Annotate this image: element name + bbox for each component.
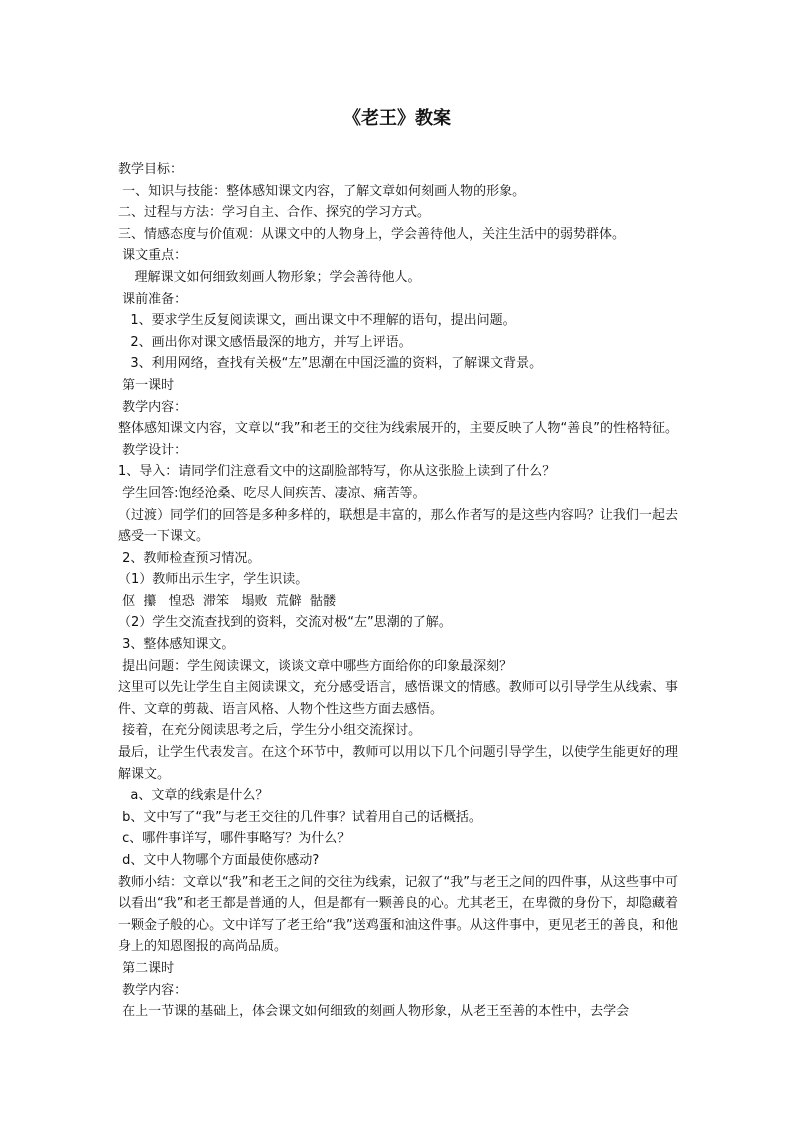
body-line: 2、教师检查预习情况。 (118, 550, 261, 566)
body-line: 教学内容： (118, 399, 188, 415)
body-line: 学生回答:饱经沧桑、吃尽人间疾苦、凄凉、痛苦等。 (118, 485, 426, 501)
body-line: c、哪件事详写，哪件事略写？为什么？ (118, 831, 351, 847)
body-line: 第一课时 (118, 377, 175, 393)
body-paragraph: 这里可以先让学生自主阅读课文，充分感受语言，感悟课文的情感。教师可以引导学生从线索、事件、文章的剪裁、语言风格、人物个性这些方面去感悟。 (118, 680, 678, 717)
body-line: 2、画出你对课文感悟最深的地方，并写上评语。 (118, 334, 412, 350)
body-line: 在上一节课的基础上，体会课文如何细致的刻画人物形象，从老王至善的本性中，去学会 (118, 1004, 630, 1020)
body-paragraph: 最后，让学生代表发言。在这个环节中，教师可以用以下几个问题引导学生，以使学生能更好的理解课文。 (118, 745, 678, 782)
body-paragraph: （过渡）同学们的回答是多种多样的，联想是丰富的，那么作者写的是这些内容吗？让我们一起去感受一下课文。 (118, 507, 678, 545)
body-paragraph: 教师小结：文章以“我”和老王之间的交往为线索，记叙了“我”与老王之间的四件事，从这些事中可以看出“我”和老王都是普通的人，但是都有一颗善良的心。尤其老王，在卑微的身份下，却隐藏着一颗金子般的心。文中详写了老王给“我”送鸡蛋和油这件事。从这件事中，更见老王的善良，和他身上的知恩图报的高尚品质。 (118, 874, 678, 955)
body-line: 三、情感态度与价值观：从课文中的人物身上，学会善待他人，关注生活中的弱势群体。 (118, 226, 626, 242)
body-line: 接着，在充分阅读思考之后，学生分小组交流探讨。 (118, 723, 422, 739)
body-line: 第二课时 (118, 960, 175, 976)
body-line: 课文重点： (118, 248, 188, 264)
body-line: 3、利用网络，查找有关极“左”思潮在中国泛滥的资料，了解课文背景。 (118, 356, 543, 372)
body-line: 一、知识与技能：整体感知课文内容，了解文章如何刻画人物的形象。 (118, 183, 526, 199)
body-line: 教学设计： (118, 442, 188, 458)
body-paragraph: 整体感知课文内容，文章以“我”和老王的交往为线索展开的，主要反映了人物“善良”的性格特征。 (118, 421, 678, 437)
body-line: 提出问题：学生阅读课文，谈谈文章中哪些方面给你的印象最深刻？ (118, 658, 513, 674)
body-line: a、文章的线索是什么？ (118, 788, 269, 804)
document-body (118, 159, 678, 1023)
body-line: 伛 攥 惶恐 滞笨 塌败 荒僻 骷髅 (118, 593, 336, 609)
body-line: 课前准备： (118, 291, 188, 307)
body-line: b、文中写了“我”与老王交往的几件事？试着用自己的话概括。 (118, 809, 482, 825)
body-line: 3、整体感知课文。 (118, 637, 235, 653)
body-line: 二、过程与方法：学习自主、合作、探究的学习方式。 (118, 205, 431, 221)
body-line: 1、导入：请同学们注意看文中的这副脸部特写，你从这张脸上读到了什么？ (118, 464, 556, 480)
body-line: d、文中人物哪个方面最使你感动? (118, 853, 320, 868)
document-title: 《老王》教案 (343, 108, 451, 129)
body-line: 1、要求学生反复阅读课文，画出课文中不理解的语句，提出问题。 (118, 313, 516, 329)
body-line: 教学内容： (118, 982, 188, 998)
body-line: （1）教师出示生字，学生识读。 (118, 572, 309, 588)
body-line: 理解课文如何细致刻画人物形象；学会善待他人。 (118, 269, 421, 285)
body-line: （2）学生交流查找到的资料，交流对极“左”思潮的了解。 (118, 615, 452, 631)
body-line: 教学目标： (118, 162, 184, 177)
